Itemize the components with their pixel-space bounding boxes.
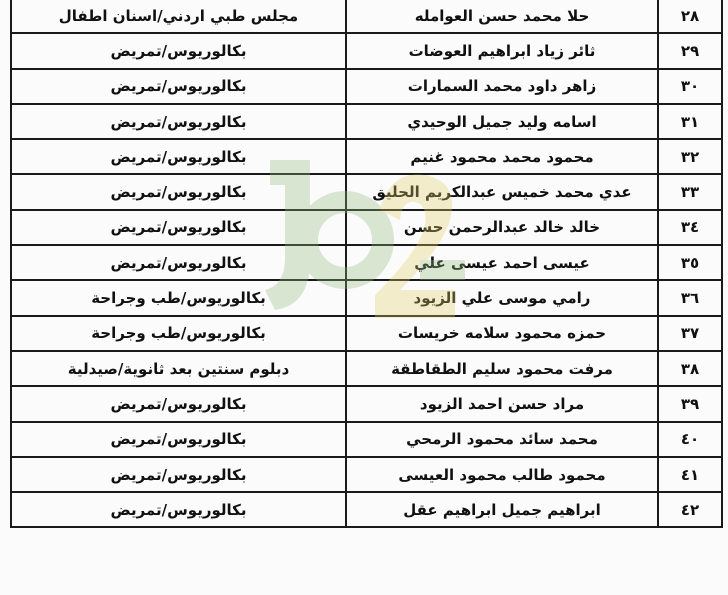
row-number: ٣٩ [658, 386, 722, 421]
row-number: ٤٢ [658, 492, 722, 527]
qualification: دبلوم سنتين بعد ثانوية/صيدلية [11, 351, 346, 386]
qualification: بكالوريوس/تمريض [11, 422, 346, 457]
applicant-name: رامي موسى علي الزيود [346, 280, 658, 315]
qualification: بكالوريوس/تمريض [11, 104, 346, 139]
row-number: ٣٥ [658, 245, 722, 280]
row-number: ٢٩ [658, 33, 722, 68]
table-row [11, 139, 722, 174]
table-row [11, 33, 722, 68]
row-number: ٣٢ [658, 139, 722, 174]
qualification: بكالوريوس/تمريض [11, 69, 346, 104]
row-number: ٣٧ [658, 316, 722, 351]
qualification: بكالوريوس/طب وجراحة [11, 280, 346, 315]
applicant-name: عيسى احمد عيسى علي [346, 245, 658, 280]
row-number: ٣٤ [658, 210, 722, 245]
applicant-name: اسامه وليد جميل الوحيدي [346, 104, 658, 139]
table-row [11, 174, 722, 209]
applicant-name: ابراهيم جميل ابراهيم عقل [346, 492, 658, 527]
applicant-name: حمزه محمود سلامه خريسات [346, 316, 658, 351]
applicant-name: عدي محمد خميس عبدالكريم الحليق [346, 174, 658, 209]
roster-table [10, 0, 723, 528]
row-number: ٤١ [658, 457, 722, 492]
table-row [11, 492, 722, 527]
applicant-name: مراد حسن احمد الزيود [346, 386, 658, 421]
qualification: بكالوريوس/طب وجراحة [11, 316, 346, 351]
row-number: ٤٠ [658, 422, 722, 457]
row-number: ٣٣ [658, 174, 722, 209]
applicant-name: خالد خالد عبدالرحمن حسن [346, 210, 658, 245]
qualification: بكالوريوس/تمريض [11, 457, 346, 492]
table-row [11, 245, 722, 280]
qualification: بكالوريوس/تمريض [11, 245, 346, 280]
qualification: بكالوريوس/تمريض [11, 210, 346, 245]
applicant-name: مرفت محمود سليم الطقاطقة [346, 351, 658, 386]
table-row [11, 386, 722, 421]
applicant-name: زاهر داود محمد السمارات [346, 69, 658, 104]
table-row [11, 457, 722, 492]
roster-table-body [11, 0, 722, 527]
row-number: ٣١ [658, 104, 722, 139]
applicant-name: محمود محمد محمود غنيم [346, 139, 658, 174]
table-row [11, 0, 722, 33]
applicant-name: محمود طالب محمود العيسى [346, 457, 658, 492]
table-row [11, 210, 722, 245]
applicant-name: حلا محمد حسن العوامله [346, 0, 658, 33]
qualification: بكالوريوس/تمريض [11, 492, 346, 527]
applicant-name: ثائر زياد ابراهيم العوضات [346, 33, 658, 68]
table-row [11, 316, 722, 351]
row-number: ٢٨ [658, 0, 722, 33]
qualification: مجلس طبي اردني/اسنان اطفال [11, 0, 346, 33]
row-number: ٣٦ [658, 280, 722, 315]
qualification: بكالوريوس/تمريض [11, 386, 346, 421]
applicant-name: محمد سائد محمود الرمحي [346, 422, 658, 457]
qualification: بكالوريوس/تمريض [11, 33, 346, 68]
qualification: بكالوريوس/تمريض [11, 174, 346, 209]
table-row [11, 104, 722, 139]
table-row [11, 351, 722, 386]
table-row [11, 69, 722, 104]
table-row [11, 422, 722, 457]
qualification: بكالوريوس/تمريض [11, 139, 346, 174]
table-row [11, 280, 722, 315]
row-number: ٣٠ [658, 69, 722, 104]
row-number: ٣٨ [658, 351, 722, 386]
